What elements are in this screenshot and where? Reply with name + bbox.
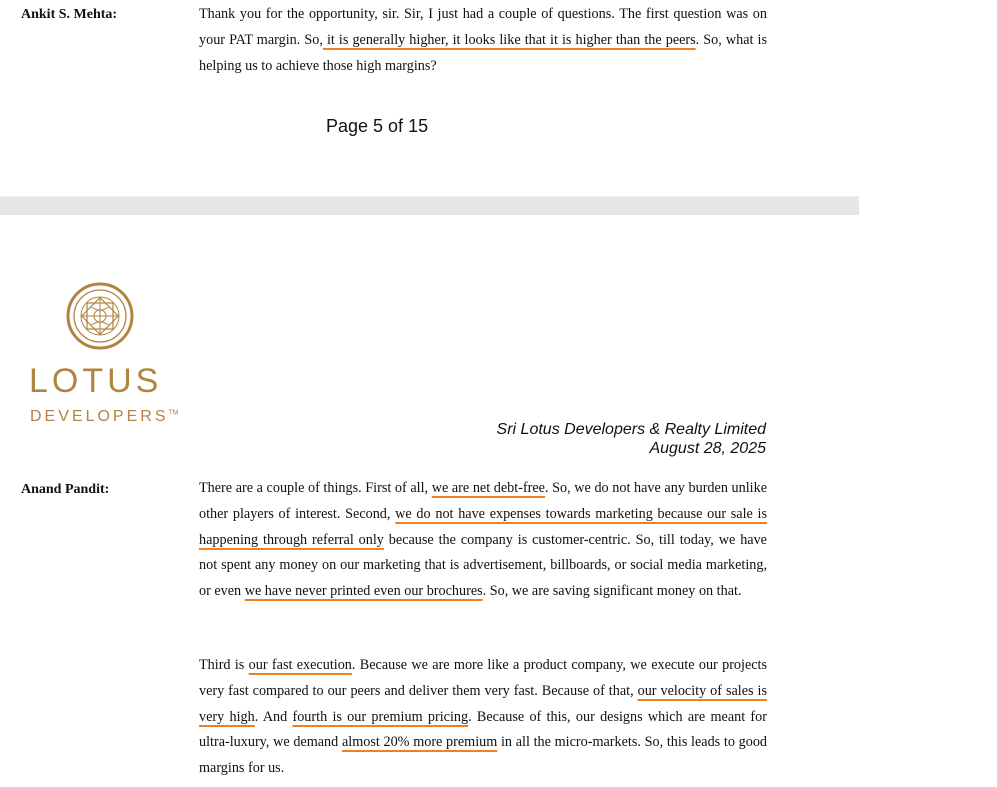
highlighted-text: it is generally higher, it looks like that it is higher than the peers bbox=[322, 31, 696, 48]
logo-subtitle: DEVELOPERS™ bbox=[30, 408, 179, 425]
page-separator bbox=[0, 196, 859, 215]
highlighted-text: we are net debt-free bbox=[431, 480, 545, 496]
paragraph-text: . So, what is helping us to achieve those high margins? bbox=[199, 31, 767, 74]
highlighted-text: our velocity of sales is very high bbox=[199, 682, 767, 725]
company-name: Sri Lotus Developers & Realty Limited bbox=[496, 421, 766, 438]
highlighted-text: we do not have expenses towards marketing because our sale is happening through referral only bbox=[199, 505, 768, 548]
highlighted-text: our fast execution bbox=[248, 657, 352, 673]
highlighted-text: fourth is our premium pricing bbox=[292, 708, 469, 725]
page-number: Page 5 of 15 bbox=[326, 116, 429, 136]
lotus-logo-icon bbox=[28, 278, 188, 428]
call-date: August 28, 2025 bbox=[649, 440, 766, 457]
highlighted-text: almost 20% more premium bbox=[341, 734, 498, 751]
transcript-paragraph: There are a couple of things. First of all, we are net debt-free. So, we do not have any burden unlike other players of interest. Second, we do not have expenses towards marketing because our sale is happening through referral only because the company is customer-centric. So, till today, we have not spent any money on our marketing that is advertisement, billboards, or social media marketing, or even we have never printed even our brochures. So, we are saving significant money on that. bbox=[199, 480, 768, 600]
speaker-name: Ankit S. Mehta: bbox=[21, 7, 118, 22]
highlighted-text: we have never printed even our brochures bbox=[244, 583, 483, 600]
logo-wordmark: LOTUS bbox=[29, 362, 163, 400]
paragraph-text: Thank you for the opportunity, sir. Sir, I just had a couple of questions. The first question was on your PAT margin. So, bbox=[199, 6, 767, 48]
transcript-paragraph: Third is our fast execution. Because we are more like a product company, we execute our projects very fast compared to our peers and deliver them very fast. Because of that, our velocity of sales is very high. And fourth is our premium pricing. Because of this, our designs which are meant for ultra-luxury, we demand almost 20% more premium in all the micro-markets. So, this leads to good margins for us. bbox=[199, 657, 768, 777]
document-header bbox=[497, 420, 766, 458]
speaker-name: Anand Pandit: bbox=[21, 482, 110, 497]
transcript-paragraph bbox=[199, 2, 767, 79]
